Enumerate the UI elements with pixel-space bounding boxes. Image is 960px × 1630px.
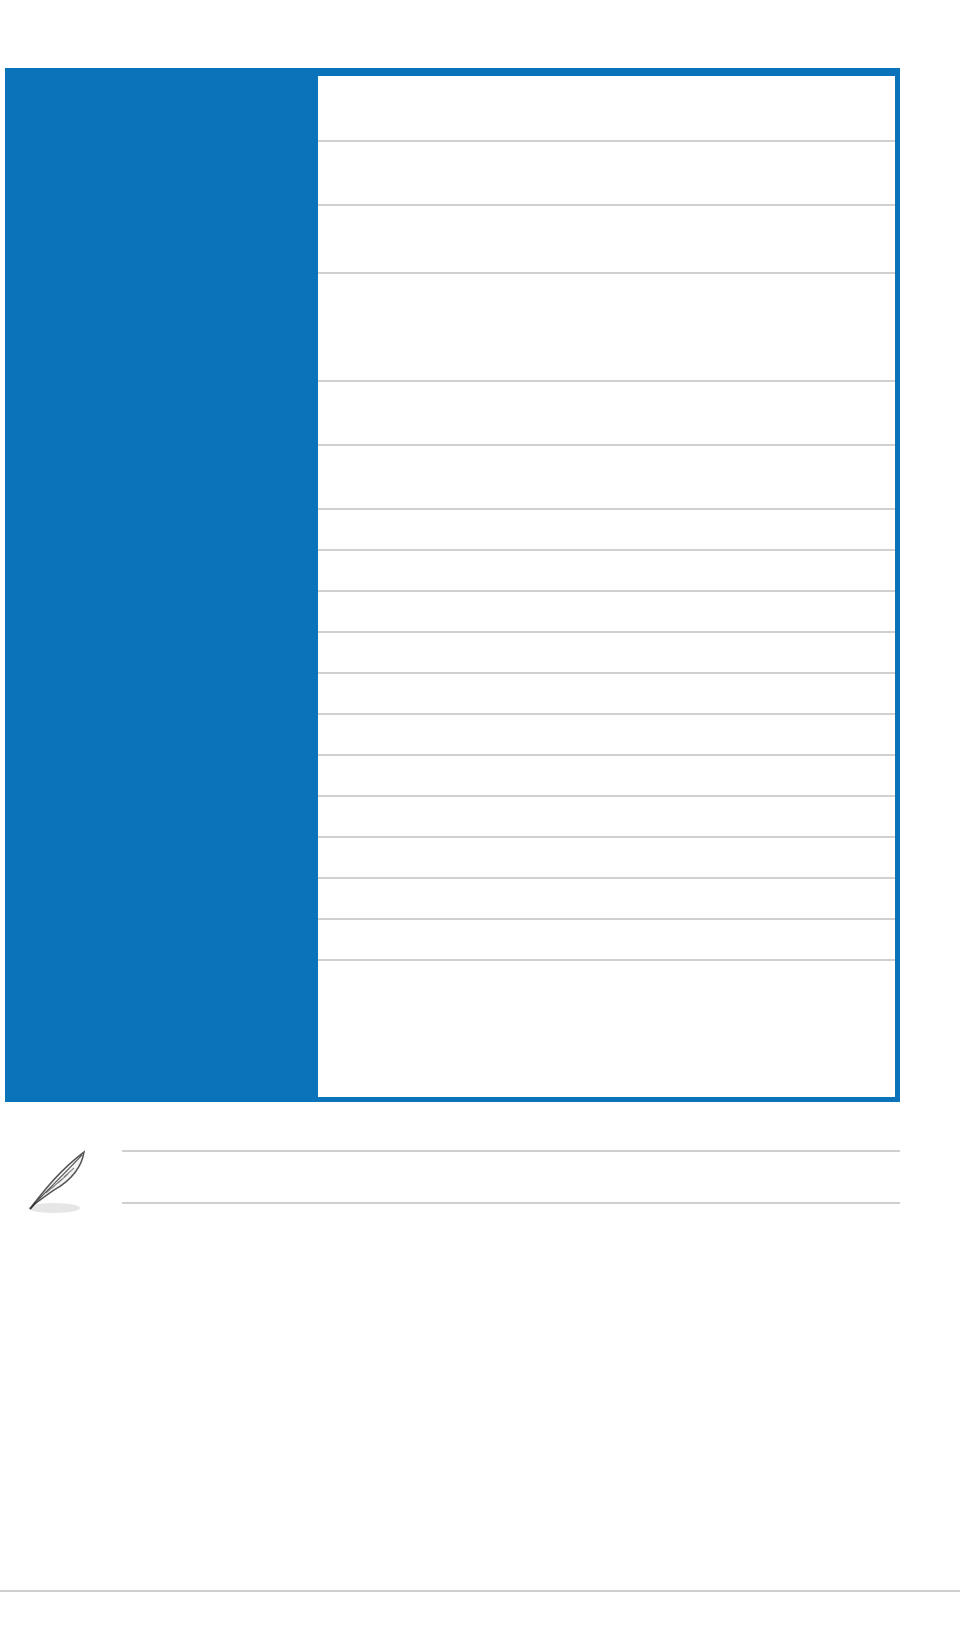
spec-value-row — [318, 274, 895, 382]
spec-value-row — [318, 961, 895, 1097]
quill-icon — [24, 1146, 94, 1216]
spec-value-row — [318, 838, 895, 879]
spec-value-row — [318, 633, 895, 674]
spec-values-panel — [318, 76, 895, 1097]
spec-value-row — [318, 756, 895, 797]
spec-value-row — [318, 797, 895, 838]
spec-value-row — [318, 446, 895, 510]
spec-value-row — [318, 510, 895, 551]
footer-divider — [0, 1590, 960, 1592]
spec-value-row — [318, 382, 895, 446]
spec-value-row — [318, 592, 895, 633]
spec-value-row — [318, 551, 895, 592]
spec-value-row — [318, 879, 895, 920]
spec-value-row — [318, 76, 895, 142]
spec-value-row — [318, 920, 895, 961]
spec-table — [5, 68, 900, 1102]
spec-value-row — [318, 715, 895, 756]
note-box — [122, 1150, 900, 1204]
spec-value-row — [318, 206, 895, 274]
spec-value-row — [318, 674, 895, 715]
spec-value-row — [318, 142, 895, 206]
